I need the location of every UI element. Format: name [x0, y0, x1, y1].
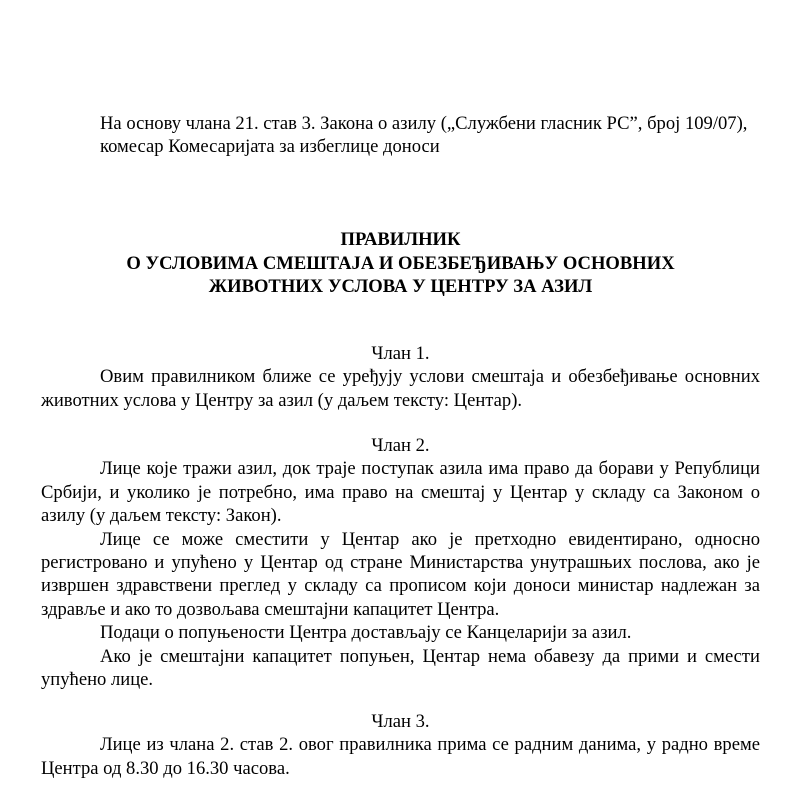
article-1-paragraph-1: Овим правилником ближе се уређују услови смештаја и обезбеђивање основних животних услова у Центру за азил (у даљем тексту: Центар). — [41, 366, 760, 411]
article-1 — [41, 342, 760, 412]
article-3 — [41, 710, 760, 780]
title-line-1: ПРАВИЛНИК — [340, 229, 461, 250]
article-2-paragraph-3: Подаци о попуњености Центра достављају се Канцеларији за азил. — [100, 622, 632, 644]
article-3-heading: Члан 3. — [371, 711, 430, 732]
preamble-legal-basis: На основу члана 21. став 3. Закона о азилу („Службени гласник РС”, број 109/07), — [100, 113, 748, 134]
article-2-heading: Члан 2. — [371, 435, 430, 456]
article-1-heading: Члан 1. — [371, 343, 430, 364]
title-line-2: О УСЛОВИМА СМЕШТАЈА И ОБЕЗБЕЂИВАЊУ ОСНОВНИХ — [126, 252, 675, 274]
article-2-paragraph-1: Лице које тражи азил, док траје поступак азила има право да борави у Републици Србији, и уколико је потребно, има право на смештај у Центар у складу са Законом о азилу (у даљем тексту: Закон). — [41, 458, 760, 527]
document-title — [41, 228, 760, 299]
article-2-paragraph-2: Лице се може сместити у Центар ако је претходно евидентирано, односно регистровано и упућено у Центар од стране Министарства унутрашњих послова, ако је извршен здравствени преглед у складу са прописом који доноси министар надлежан за здравље и ако то дозвољава смештајни капацитет Центра. — [41, 528, 760, 620]
article-2 — [41, 434, 760, 691]
preamble — [41, 112, 760, 159]
article-3-paragraph-1: Лице из члана 2. став 2. овог правилника прима се радним данима, у радно време Центра од 8.30 до 16.30 часова. — [41, 734, 760, 779]
article-2-paragraph-4: Ако је смештајни капацитет попуњен, Центар нема обавезу да прими и смести упућено лице. — [41, 645, 760, 691]
preamble-issuer: комесар Комесаријата за избеглице доноси — [100, 136, 440, 158]
title-line-3: ЖИВОТНИХ УСЛОВА У ЦЕНТРУ ЗА АЗИЛ — [208, 276, 593, 298]
